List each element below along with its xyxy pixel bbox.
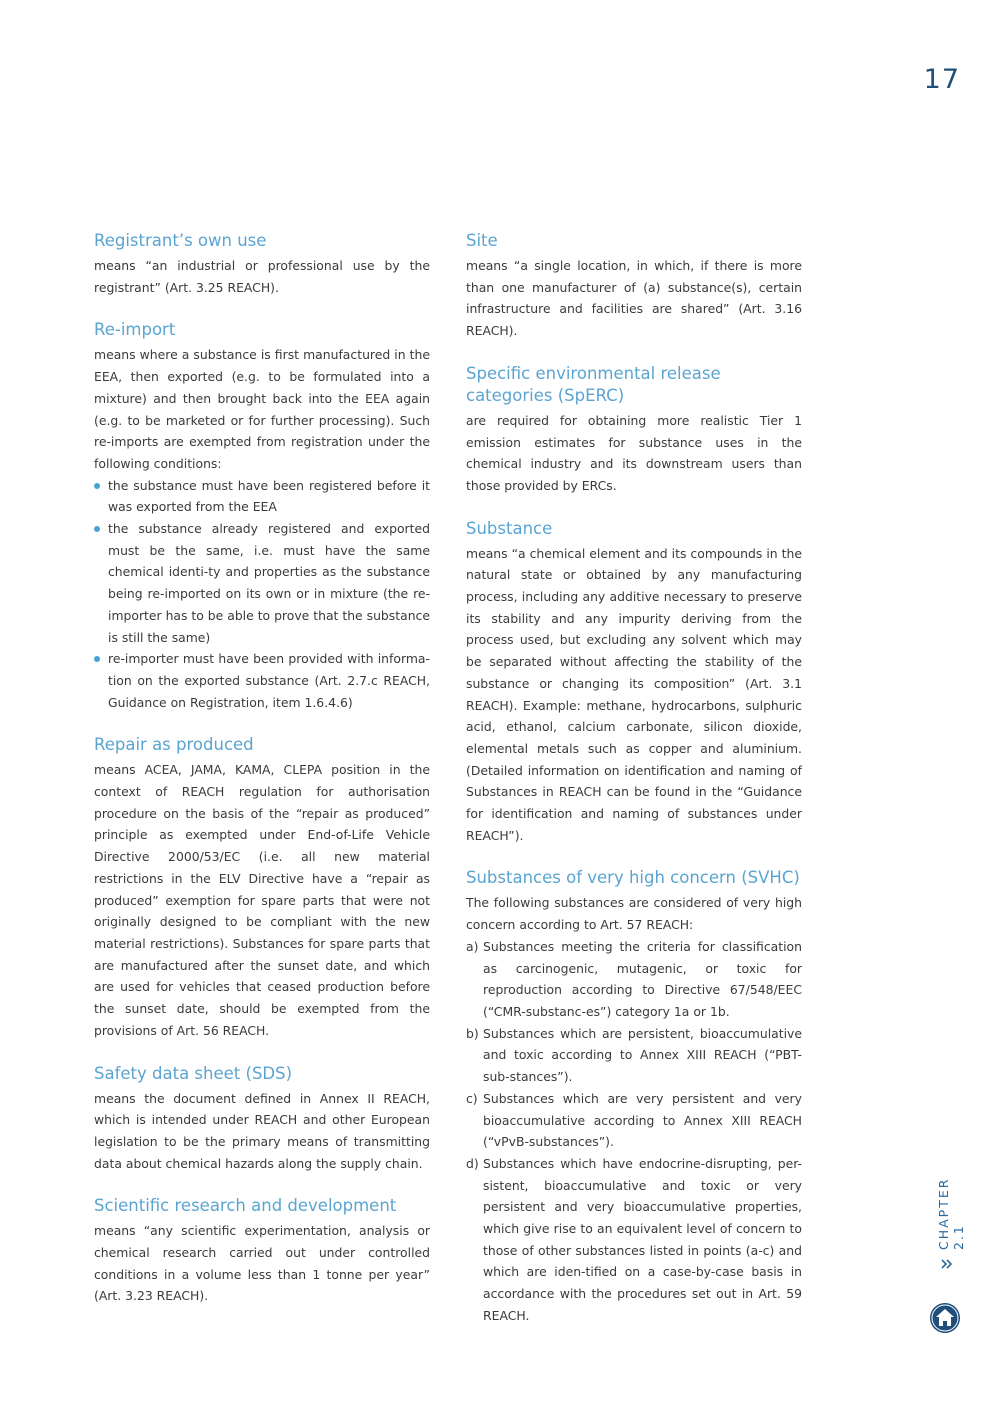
section-registrants-own-use [94, 230, 430, 298]
bullet-icon [94, 656, 100, 662]
list-item [94, 518, 430, 648]
list-item [94, 475, 430, 518]
section-scientific-research [94, 1195, 430, 1307]
section-text: means “a chemical element and its compounds in the natural state or obtained by any manufacturing process, including any additive necessary to preserve its stability and any impurity deriving from the process used, but excluding any solvent which may be separated without affecting the stability of the substance or changing its composition” (Art. 3.1 REACH). Example: methane, hydrocarbons, sulphuric acid, ethanol, calcium carbonate, silicon dioxide, elemental metals such as copper and aluminium. (Detailed information on identification and naming of Substances in REACH can be found in the “Guidance for identification and naming of substances under REACH”). [466, 545, 802, 843]
right-column [466, 230, 802, 1348]
list-item [466, 1023, 802, 1088]
list-item-label: a) [466, 938, 479, 954]
list-item [466, 1088, 802, 1153]
list-item [466, 1153, 802, 1327]
section-heading: Scientific research and development [94, 1196, 397, 1216]
lettered-list [466, 936, 802, 1327]
list-item-text: Substances which are very persistent and very bioaccumulative according to Annex XIII REACH (“vPvB-substances”). [483, 1090, 802, 1150]
section-site [466, 230, 802, 342]
list-item-text: re-importer must have been provided with informa-tion on the exported substance (Art. 2.7.c REACH, Guidance on Registration, item 1.6.4.6) [108, 651, 430, 710]
section-substance [466, 518, 802, 847]
double-chevron-icon [939, 1258, 953, 1272]
section-sperc [466, 363, 802, 497]
section-heading: Registrant’s own use [94, 231, 267, 250]
section-text: means ACEA, JAMA, KAMA, CLEPA position in the context of REACH regulation for authorisation procedure on the basis of the “repair as produced” principle as exempted under End-of-Life Vehicle Directive 2000/53/EC (i.e. all new material restrictions in the ELV Directive have a “repair as produced” exemption for spare parts that were not originally designed to be compliant with the new material restrictions). Substances for spare parts that are manufactured after the sunset date, and which are used for vehicles that ceased production before the sunset date, should be exempted from the provisions of Art. 56 REACH. [94, 762, 430, 1038]
list-item-text: Substances which have endocrine-disrupting, per-sistent, bioaccumulative and toxic or very persistent and very bioaccumulative properties, which give rise to an equivalent level of concern to those of other substances listed in points (a-c) and which are iden-tified on a case-by-case basis in accordance with the procedures set out in Art. 59 REACH. [483, 1155, 802, 1323]
section-re-import [94, 319, 430, 713]
section-heading: Specific environmental release categories (SpERC) [466, 363, 721, 405]
section-heading: Re-import [94, 320, 176, 340]
list-item-label: c) [466, 1090, 478, 1106]
list-item-label: b) [466, 1025, 479, 1041]
page-number: 17 [923, 64, 960, 95]
chapter-nav[interactable] [936, 1150, 966, 1280]
bullet-icon [94, 483, 100, 489]
section-heading: Substance [466, 518, 553, 538]
list-item [466, 936, 802, 1023]
section-text: means “an industrial or professional use by the registrant” (Art. 3.25 REACH). [94, 258, 430, 295]
section-repair-as-produced [94, 734, 430, 1041]
bullet-list [94, 475, 430, 714]
list-item-text: the substance must have been registered before it was exported from the EEA [108, 477, 430, 515]
list-item-text: the substance already registered and exported must be the same, i.e. must have the same chemical identi-ty and properties as the substance being re-imported on its own or in mixture (the re-importer has to be able to prove that the substance is still the same) [108, 521, 430, 645]
section-text: means where a substance is first manufactured in the EEA, then exported (e.g. to be formulated into a mixture) and then brought back into the EEA again (e.g. to be marketed or for further processing). Such re-imports are exempted from registration under the following conditions: [94, 347, 430, 471]
section-heading: Site [466, 231, 498, 250]
home-icon[interactable] [929, 1302, 961, 1334]
section-text: means “a single location, in which, if there is more than one manufacturer of (a) substance(s), certain infrastructure and facilities are shared” (Art. 3.16 REACH). [466, 258, 802, 339]
section-text: means “any scientific experimentation, analysis or chemical research carried out under controlled conditions in a volume less than 1 tonne per year” (Art. 3.23 REACH). [94, 1223, 430, 1304]
section-svhc [466, 867, 802, 1326]
list-item-label: d) [466, 1155, 479, 1171]
list-item-text: Substances meeting the criteria for classification as carcinogenic, mutagenic, or toxic for reproduction according to Directive 67/548/EEC (“CMR-substanc-es”) category 1a or 1b. [483, 938, 802, 1019]
section-heading: Substances of very high concern (SVHC) [466, 868, 800, 888]
section-text: The following substances are considered of very high concern according to Art. 57 REACH: [466, 895, 802, 933]
chapter-label[interactable]: CHAPTER 2.1 [936, 1177, 966, 1250]
section-heading: Safety data sheet (SDS) [94, 1063, 293, 1083]
section-heading: Repair as produced [94, 735, 254, 755]
bullet-icon [94, 526, 100, 532]
section-safety-data-sheet [94, 1063, 430, 1175]
left-column [94, 230, 430, 1328]
list-item-text: Substances which are persistent, bioaccumulative and toxic according to Annex XIII REACH (“PBT-sub-stances”). [483, 1025, 802, 1085]
section-text: means the document defined in Annex II REACH, which is intended under REACH and other European legislation to be the primary means of transmitting data about chemical hazards along the supply chain. [94, 1090, 430, 1171]
section-text: are required for obtaining more realistic Tier 1 emission estimates for substance uses in the chemical industry and its downstream users than those provided by ERCs. [466, 412, 802, 493]
list-item [94, 648, 430, 713]
